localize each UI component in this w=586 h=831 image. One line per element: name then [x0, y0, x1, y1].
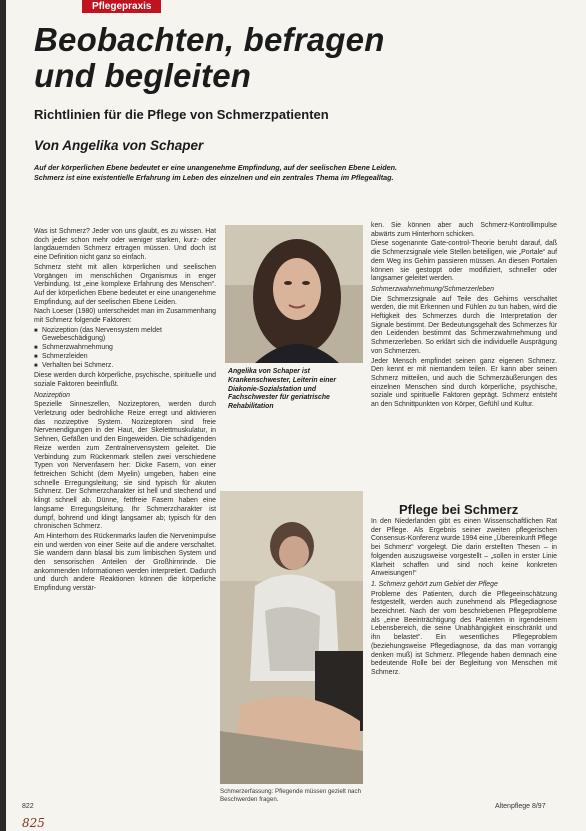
title-line-2: und begleiten: [34, 57, 252, 94]
paragraph: Diese sogenannte Gate-control-Theorie beruht darauf, daß die Schmerzsignale viele Stellen beteiligen, wie „Portale“ auf dem Weg ins Gehirn passieren müssen. An diesen Portalen können sie gestoppt oder modifiziert, schneller oder langsamer geleitet werden.: [371, 240, 557, 283]
text-column-1: [34, 228, 216, 595]
paragraph: Was ist Schmerz? Jeder von uns glaubt, es zu wissen. Hat doch jeder schon mehr oder weniger starken, kurz- oder langdauernden Schmerz ertragen müssen. Und doch ist eine Definition nicht ganz so einfach.: [34, 228, 216, 262]
patient-scene-image: [220, 491, 363, 784]
page-number: 822: [22, 803, 34, 810]
patient-photo-caption: Schmerzerfassung: Pflegende müssen gezielt nach Beschwerden fragen.: [220, 788, 362, 803]
paragraph: In den Niederlanden gibt es einen Wissenschaftlichen Rat der Pflege. Als Ergebnis seiner zweiten pflegerischen Consensus-Konferenz wurde 1994 eine „Übereinkunft Pflege bei Schmerz“ vorgelegt. Die darin erstellten Thesen – in folgenden auszugsweise vorgestellt – „sollen in erster Linie Klarheit schaffen und sind noch keine konkreten Anweisungen!“: [371, 518, 557, 578]
handwritten-note: 825: [22, 816, 45, 830]
author-photo: [225, 225, 363, 363]
list-item: ■ Nozizeption (das Nervensystem meldet Gewebeschädigung): [34, 327, 216, 344]
article-author: Von Angelika von Schaper: [34, 138, 204, 153]
text-column-2: [371, 222, 557, 411]
paragraph: Schmerz steht mit allen körperlichen und seelischen Vorgängen im menschlichen Organismus in enger Verbindung. Ist „eine komplexe Erfahrung des Menschen“. Auf der körperlichen Ebene bedeutet er eine unangenehme Empfindung, auf der seelischen Ebene Leiden.: [34, 263, 216, 306]
page-edge-shadow: [0, 0, 6, 831]
paragraph: Jeder Mensch empfindet seinen ganz eigenen Schmerz. Den kennt er mit niemandem teilen. Er kann aber seinen Schmerz mitteilen, und auch die Schmerzäußerungen des einzelnen Menschen sind durch körperliche, psychische, soziale und spirituelle Faktoren geprägt. Schmerz entsteht an den Schnittpunkten von Körper, Gefühl und Kultur.: [371, 357, 557, 409]
title-line-1: Beobachten, befragen: [34, 21, 385, 58]
paragraph: Diese werden durch körperliche, psychische, spirituelle und soziale Faktoren beeinflußt.: [34, 372, 216, 388]
article-lead: [34, 163, 558, 183]
factor-list: [34, 327, 216, 371]
lead-line-2: Schmerz ist eine existentielle Erfahrung im Leben des einzelnen und ein zentrales Thema im Pflegealltag.: [34, 173, 394, 182]
subheading-schmerzwahrnehmung: Schmerzwahrnehmung/Schmerzerleben: [371, 285, 494, 293]
section-heading: Pflege bei Schmerz: [399, 502, 519, 517]
text-column-3: [371, 518, 557, 679]
patient-photo: [220, 491, 363, 784]
paragraph: Spezielle Sinneszellen, Nozizeptoren, werden durch Verletzung oder bedrohliche Reize erregt und aktivieren das nozizeptive System. Nozizeptoren sind freie Nervenendigungen in der Haut, der Skelettmuskulatur, in Sehnen, Gefäßen und den Eingeweiden. Die schädigenden Reize werden zum Zentralnervensystem geleitet. Die Verbindung zum Rückenmark stellen zwei verschiedene Typen von Nervenfasern her: Dicke Fasern, von einer fettreichen Schicht (dem Myelin) umgeben, haben eine schnelle Erregungsleitung; sie sind typisch für akuten Schmerz. Der Schmerzcharakter ist hell und stechend und klingt schnell ab. Dünne, fettfreie Fasern haben eine langsame Erregungsleitung. Ihr Schmerzcharakter ist dumpf, bohrend und klingt langsamer ab; typisch für den chronischen Schmerz.: [34, 401, 216, 531]
paragraph: Am Hinterhorn des Rückenmarks laufen die Nervenimpulse ein und werden von einer Seite auf die andere verschaltet. Sie wandern dann blasal bis zum limbischen System und den sensorischen Anteilen der Großhirnrinde. Die ankommenden Informationen werden interpretiert. Dadurch und durch andere Reaktionen können die körperliche Empfindung verstär-: [34, 532, 216, 593]
section-badge: Pflegepraxis: [82, 0, 161, 13]
subheading-nozizeption: Nozizeption: [34, 391, 71, 399]
author-photo-caption: Angelika von Schaper ist Krankenschwester, Leiterin einer Diakonie-Sozialstation und Fachschwester für geriatrische Rehabilitation: [228, 368, 336, 411]
paragraph: ken. Sie können aber auch Schmerz-Kontrollimpulse abwärts zum Hinterhorn schicken.: [371, 222, 557, 238]
author-portrait-image: [225, 225, 363, 363]
paragraph: Probleme des Patienten, durch die Pflegeeinschätzung festgestellt, werden auch zunehmend als Pflegediagnose bezeichnet. Nach der vom beschriebenen Pflegeprobleme als „eine Beeinträchtigung des Patienten in irgendeinem Lebensbereich, die seine Unabhängigkeit einschränkt und ihn belastet“. Ein wesentliches Pflegeproblem (beziehungsweise Pflegediagnose, da das man vorrangig denken muß) ist Schmerz. Pflegende haben demnach eine bedeutende Rolle bei der Begleitung von Menschen mit Schmerz.: [371, 590, 557, 676]
list-item: ■ Schmerzwahrnehmung: [34, 344, 216, 353]
list-item: ■ Schmerzleiden: [34, 353, 216, 362]
journal-name: Altenpflege 8/97: [495, 803, 546, 810]
lead-line-1: Auf der körperlichen Ebene bedeutet er eine unangenehme Empfindung, auf der seelischen Ebene Leiden.: [34, 163, 398, 172]
article-subtitle: Richtlinien für die Pflege von Schmerzpatienten: [34, 107, 329, 122]
subheading-thesis-1: 1. Schmerz gehört zum Gebiet der Pflege: [371, 580, 498, 588]
article-title: [34, 22, 554, 94]
list-item: ■ Verhalten bei Schmerz.: [34, 362, 216, 371]
paragraph: Nach Loeser (1980) unterscheidet man im Zusammenhang mit Schmerz folgende Faktoren:: [34, 308, 216, 325]
paragraph: Die Schmerzsignale auf Teile des Gehirns verschaltet werden, die mit Erkennen und Fühlen zu tun haben, wird die Heftigkeit des Schmerzes durch die Interpretation der Signale bestimmt. Der Bedeutungsgehalt des Schmerzes für den Leidenden bestimmt das Schmerzwahrnehmung und Schmerzerleben. So erklärt sich die individuelle Ausprägung von Schmerzen.: [371, 295, 557, 355]
